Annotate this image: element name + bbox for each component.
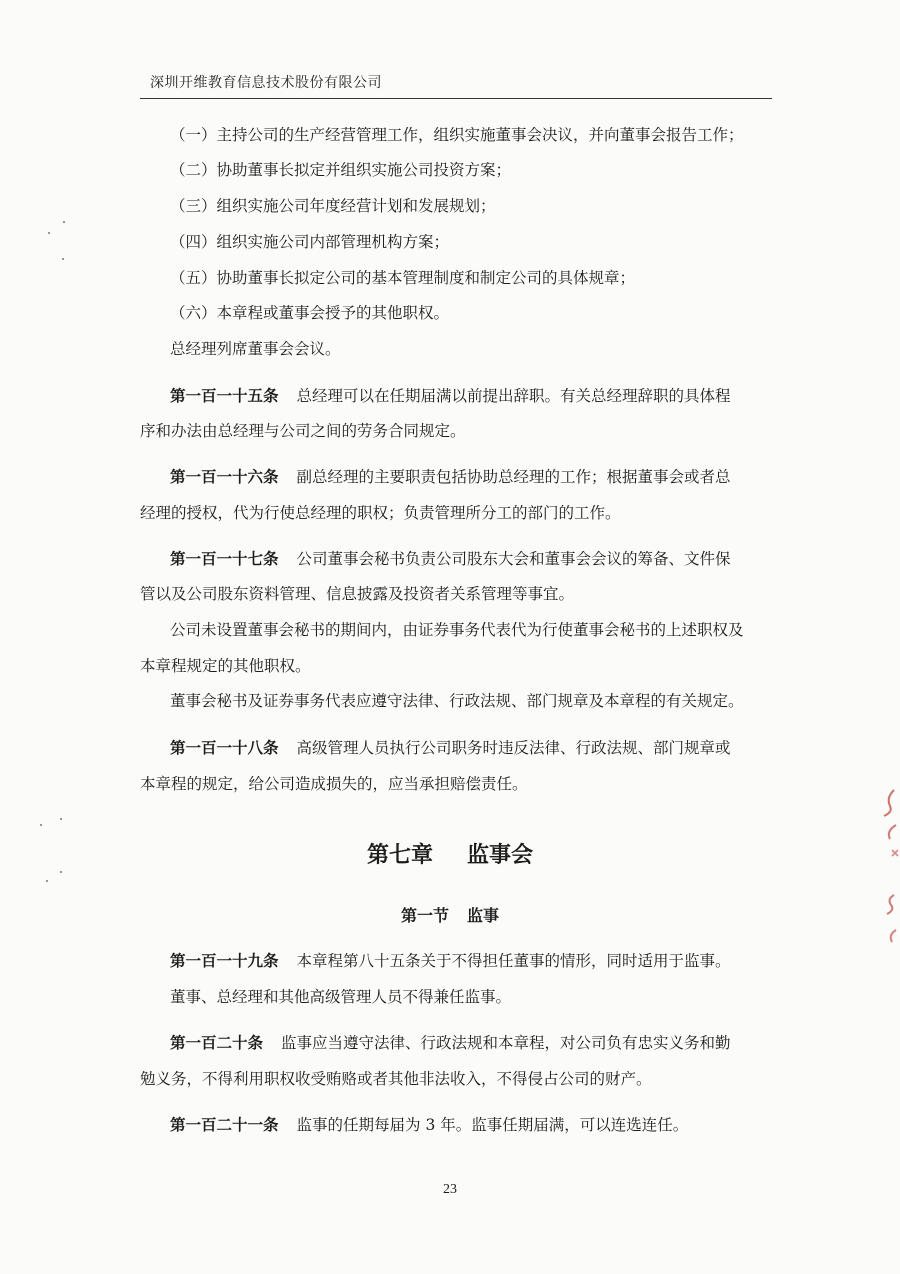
article-116-line-2: 经理的授权，代为行使总经理的职权；负责管理所分工的部门的工作。 [140, 504, 621, 522]
article-116-number: 第一百一十六条 [170, 468, 279, 486]
article-120-text: 监事应当遵守法律、行政法规和本章程，对公司负有忠实义务和勤 [281, 1034, 731, 1052]
article-115-number: 第一百一十五条 [170, 387, 279, 405]
article-117-line-1 [170, 549, 731, 569]
scan-speck [63, 221, 65, 223]
scan-speck [60, 871, 62, 873]
page-number: 23 [443, 1182, 457, 1197]
duty-item-3: （三）组织实施公司年度经营计划和发展规划； [170, 197, 496, 215]
scan-speck [48, 232, 50, 234]
scan-speck [60, 818, 62, 820]
section-number: 第一节 [400, 906, 449, 925]
duty-item-4: （四）组织实施公司内部管理机构方案； [170, 233, 450, 251]
article-115-line-1 [170, 386, 731, 406]
scan-speck [62, 258, 64, 260]
article-117-line-2: 管以及公司股东资料管理、信息披露及投资者关系管理等事宜。 [140, 585, 575, 603]
article-118-text: 高级管理人员执行公司职务时违反法律、行政法规、部门规章或 [296, 739, 731, 757]
article-118-line-1 [170, 738, 731, 758]
article-120-number: 第一百二十条 [170, 1034, 264, 1052]
article-119-line-2: 董事、总经理和其他高级管理人员不得兼任监事。 [170, 988, 512, 1006]
duty-item-1: （一）主持公司的生产经营管理工作，组织实施董事会决议，并向董事会报告工作； [170, 126, 744, 144]
chapter-number: 第七章 [366, 843, 433, 868]
article-121-line-1 [170, 1115, 688, 1135]
duty-item-2: （二）协助董事长拟定并组织实施公司投资方案； [170, 161, 512, 179]
article-117-line-3: 公司未设置董事会秘书的期间内，由证券事务代表代为行使董事会秘书的上述职权及 [170, 621, 744, 639]
article-119-line-1 [170, 951, 731, 971]
header-divider [140, 98, 772, 99]
section-title: 监事 [467, 906, 500, 925]
article-121-text: 监事的任期每届为 3 年。监事任期届满，可以连选连任。 [296, 1116, 689, 1134]
article-116-line-1 [170, 467, 731, 487]
duty-item-6: （六）本章程或董事会授予的其他职权。 [170, 304, 450, 322]
article-117-line-5: 董事会秘书及证券事务代表应遵守法律、行政法规、部门规章及本章程的有关规定。 [170, 692, 744, 710]
seal-stamp-fragment [874, 780, 900, 960]
duty-note: 总经理列席董事会会议。 [170, 340, 341, 358]
article-118-number: 第一百一十八条 [170, 739, 279, 757]
duty-item-5: （五）协助董事长拟定公司的基本管理制度和制定公司的具体规章； [170, 269, 636, 287]
chapter-title: 监事会 [467, 843, 534, 868]
article-120-line-2: 勉义务，不得利用职权收受贿赂或者其他非法收入，不得侵占公司的财产。 [140, 1070, 652, 1088]
article-117-number: 第一百一十七条 [170, 550, 279, 568]
scan-speck [46, 880, 48, 882]
article-115-line-2: 序和办法由总经理与公司之间的劳务合同规定。 [140, 422, 466, 440]
article-119-number: 第一百一十九条 [170, 952, 279, 970]
article-117-text: 公司董事会秘书负责公司股东大会和董事会会议的筹备、文件保 [296, 550, 731, 568]
article-119-text: 本章程第八十五条关于不得担任董事的情形，同时适用于监事。 [296, 952, 731, 970]
section-heading [0, 903, 900, 926]
company-header: 深圳开维教育信息技术股份有限公司 [150, 75, 382, 91]
article-115-text: 总经理可以在任期届满以前提出辞职。有关总经理辞职的具体程 [296, 387, 731, 405]
article-121-number: 第一百二十一条 [170, 1116, 279, 1134]
article-118-line-2: 本章程的规定，给公司造成损失的，应当承担赔偿责任。 [140, 775, 528, 793]
chapter-heading [0, 838, 900, 869]
article-117-line-4: 本章程规定的其他职权。 [140, 657, 311, 675]
scan-speck [40, 824, 42, 826]
article-120-line-1 [170, 1033, 731, 1053]
article-116-text: 副总经理的主要职责包括协助总经理的工作；根据董事会或者总 [296, 468, 731, 486]
